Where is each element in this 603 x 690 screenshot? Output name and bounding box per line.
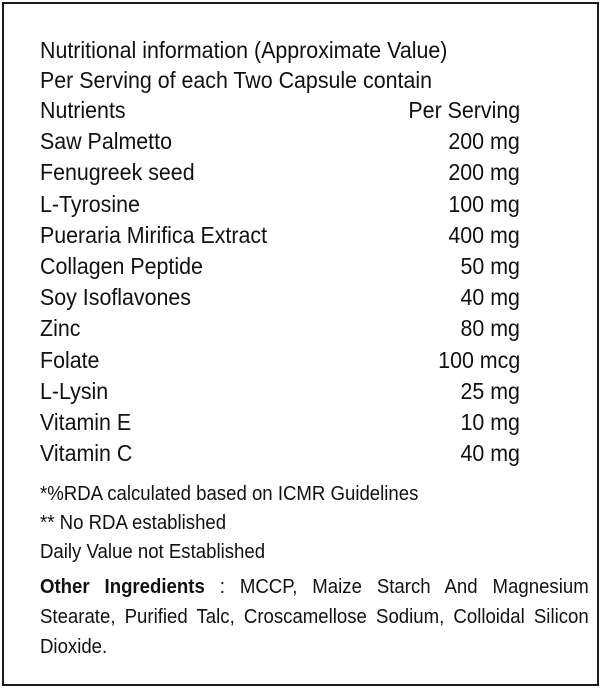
- table-row: [40, 438, 520, 469]
- nutrient-name: L-Tyrosine: [40, 190, 140, 217]
- table-header-row: [40, 95, 520, 126]
- other-ingredients-text: : MCCP, Maize Starch And Magnesium Stearate, Purified Talc, Croscamellose Sodium, Colloidal Silicon Dioxide.: [40, 576, 589, 658]
- nutrient-amount: 50 mg: [460, 252, 520, 279]
- table-row: [40, 376, 520, 407]
- nutrient-amount: 10 mg: [460, 408, 520, 435]
- nutrient-name: Collagen Peptide: [40, 252, 203, 279]
- nutrient-table: [40, 95, 520, 469]
- nutrient-amount: 25 mg: [460, 377, 520, 404]
- nutrient-name: L-Lysin: [40, 377, 109, 404]
- nutrient-amount: 40 mg: [460, 284, 520, 311]
- footnote-daily-value: Daily Value not Established: [40, 541, 266, 563]
- table-row: [40, 407, 520, 438]
- other-ingredients-label: Other Ingredients: [40, 576, 205, 598]
- column-header-per-serving: Per Serving: [408, 97, 520, 123]
- nutrient-name: Soy Isoflavones: [40, 284, 192, 311]
- table-row: [40, 157, 520, 188]
- table-row: [40, 189, 520, 220]
- footnote-no-rda: ** No RDA established: [40, 512, 227, 534]
- nutrient-name: Folate: [40, 346, 100, 373]
- nutrition-label-panel: [2, 2, 599, 686]
- table-row: [40, 345, 520, 376]
- nutrient-amount: 200 mg: [448, 159, 520, 186]
- label-title: Nutritional information (Approximate Value): [40, 37, 448, 63]
- nutrient-name: Pueraria Mirifica Extract: [40, 221, 268, 248]
- nutrient-name: Vitamin E: [40, 408, 132, 435]
- other-ingredients: [40, 572, 589, 662]
- nutrient-name: Vitamin C: [40, 440, 133, 467]
- nutrient-name: Fenugreek seed: [40, 159, 195, 186]
- nutrient-name: Zinc: [40, 315, 81, 342]
- serving-note: Per Serving of each Two Capsule contain: [40, 67, 432, 93]
- table-row: [40, 282, 520, 313]
- nutrient-name: Saw Palmetto: [40, 128, 172, 155]
- table-row: [40, 126, 520, 157]
- nutrient-amount: 100 mcg: [437, 346, 520, 373]
- column-header-nutrients: Nutrients: [40, 97, 126, 123]
- nutrient-amount: 40 mg: [460, 440, 520, 467]
- footnote-rda: *%RDA calculated based on ICMR Guidelines: [40, 483, 419, 505]
- nutrient-amount: 80 mg: [460, 315, 520, 342]
- nutrient-amount: 400 mg: [448, 221, 520, 248]
- table-row: [40, 251, 520, 282]
- table-row: [40, 313, 520, 344]
- nutrient-amount: 100 mg: [448, 190, 520, 217]
- nutrient-amount: 200 mg: [448, 128, 520, 155]
- table-row: [40, 220, 520, 251]
